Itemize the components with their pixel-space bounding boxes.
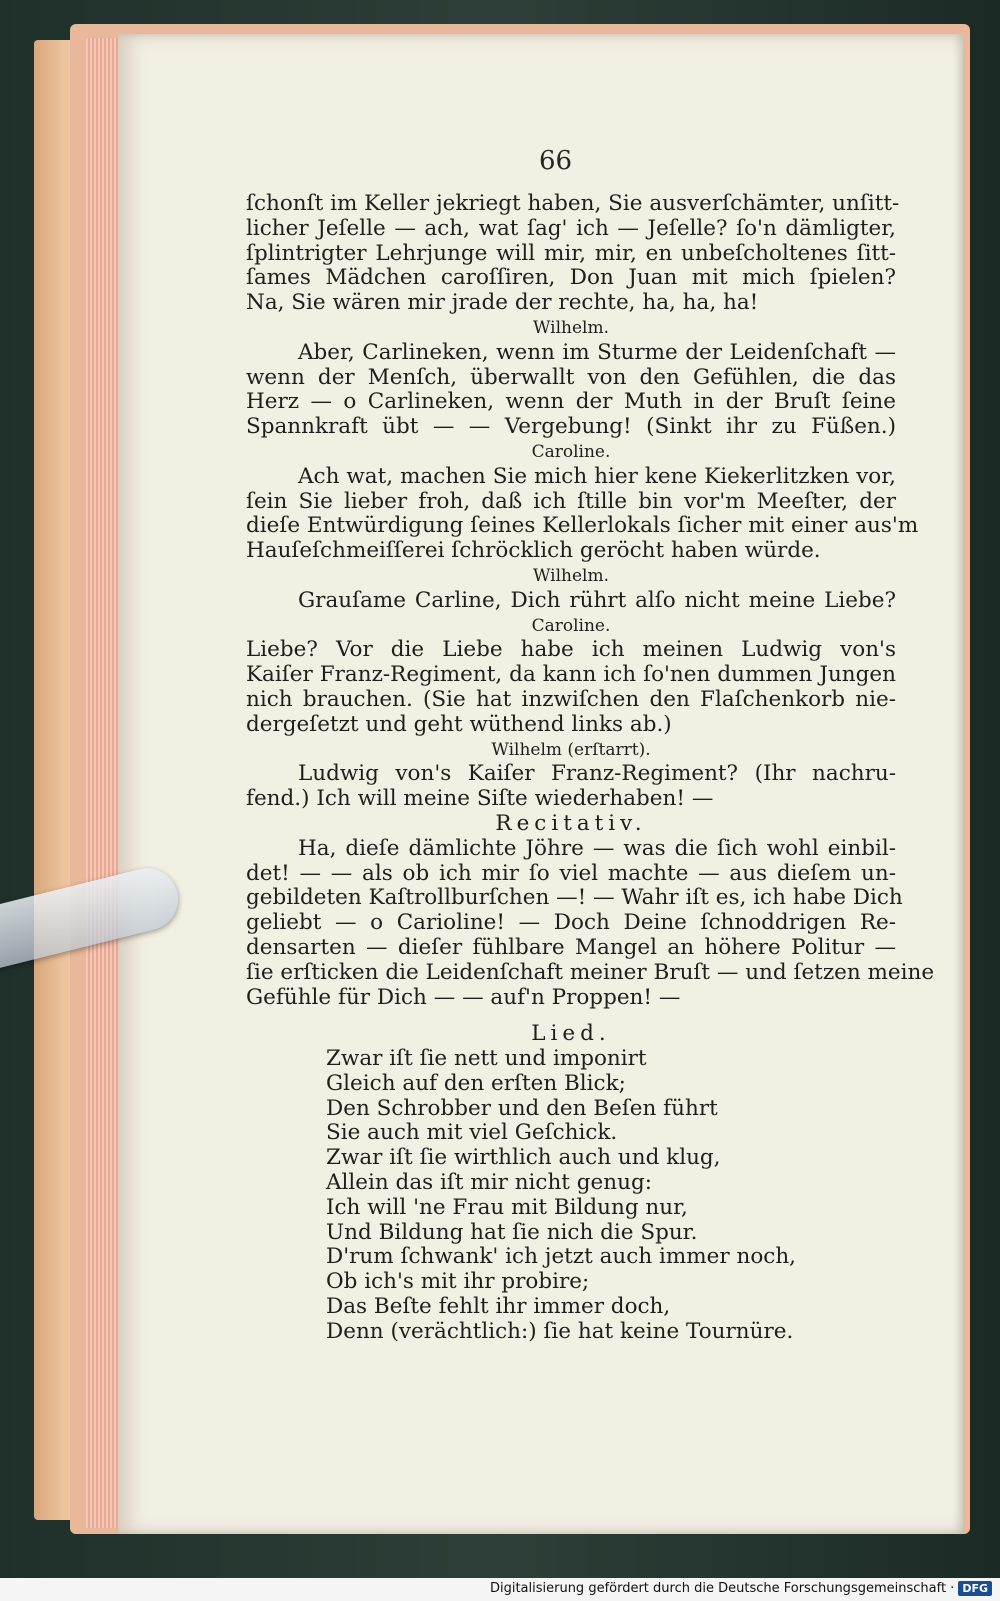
text-line: ſchonſt im Keller jekriegt haben, Sie ausverſchämter, unſitt-	[246, 191, 900, 216]
text-line: Kaiſer Franz-Regiment, da kann ich ſo'nen dummen Jungen	[246, 662, 896, 688]
text-line: ſein Sie lieber froh, daß ich ſtille bin vor'm Meeſter, der	[246, 488, 896, 514]
speaker-label: Caroline.	[531, 615, 611, 636]
text-line: Ludwig von's Kaiſer Franz-Regiment? (Ihr nachru-	[298, 761, 896, 787]
text-line: ſie erſticken die Leidenſchaft meiner Bruſt — und ſetzen meine	[246, 959, 935, 985]
text-line: Aber, Carlineken, wenn im Sturme der Leidenſchaft —	[298, 339, 896, 365]
dfg-logo: DFG	[958, 1581, 992, 1596]
verse-line: Denn (verächtlich:) ſie hat keine Tournüre.	[326, 1318, 794, 1344]
verse-line: D'rum ſchwank' ich jetzt auch immer noch,	[326, 1244, 796, 1270]
book-page	[118, 34, 963, 1534]
verse-line: Ich will 'ne Frau mit Bildung nur,	[326, 1194, 688, 1220]
text-line: Grauſame Carline, Dich rührt alſo nicht meine Liebe?	[298, 587, 896, 613]
text-line: densarten — dieſer fühlbare Mangel an höhere Politur —	[246, 934, 896, 960]
verse-line: Zwar iſt ſie nett und imponirt	[326, 1046, 647, 1072]
verse-line: Den Schrobber und den Beſen führt	[326, 1095, 718, 1121]
speaker-label: Wilhelm.	[532, 565, 610, 586]
verse-line: Zwar iſt ſie wirthlich auch und klug,	[326, 1145, 721, 1171]
text-line: Na, Sie wären mir jrade der rechte, ha, ha, ha!	[246, 290, 759, 316]
text-line: det! — — als ob ich mir ſo viel machte — aus dieſem un-	[246, 860, 896, 886]
text-line: licher Jeſelle — ach, wat ſag' ich — Jeſelle? ſo'n dämligter,	[246, 215, 896, 241]
text-line: ſames Mädchen caroſſiren, Don Juan mit mich ſpielen?	[246, 265, 896, 291]
verse-line: Und Bildung hat ſie nich die Spur.	[326, 1219, 698, 1245]
speaker-label: Wilhelm.	[532, 317, 610, 338]
verse-line: Sie auch mit viel Geſchick.	[326, 1120, 618, 1146]
text-line: Ach wat, machen Sie mich hier kene Kiekerlitzken vor,	[298, 463, 896, 489]
speaker-label: Wilhelm (erſtarrt).	[491, 739, 651, 760]
funding-text: Digitalisierung gefördert durch die Deutsche Forschungsgemeinschaft ·	[489, 1581, 955, 1596]
speaker-label: Caroline.	[531, 441, 611, 462]
page-text	[246, 191, 935, 1345]
verse-line: Gleich auf den erſten Blick;	[326, 1070, 626, 1096]
text-line: dieſe Entwürdigung ſeines Kellerlokals ſicher mit einer aus'm	[246, 513, 919, 539]
verse-line: Das Beſte fehlt ihr immer doch,	[326, 1294, 671, 1320]
text-line: Hauſeſchmeiſſerei ſchröcklich geröcht haben würde.	[246, 538, 821, 564]
recitativ-heading: Recitativ.	[495, 810, 647, 836]
verse-line: Allein das iſt mir nicht genug:	[326, 1170, 652, 1196]
text-line: Gefühle für Dich — — auf'n Proppen! —	[246, 984, 681, 1010]
funding-credit	[490, 1581, 992, 1596]
text-line: fend.) Ich will meine Siſte wiederhaben! —	[246, 786, 714, 812]
text-line: Ha, dieſe dämlichte Jöhre — was die ſich wohl einbil-	[298, 835, 896, 861]
text-line: dergeſetzt und geht wüthend links ab.)	[246, 711, 672, 737]
text-line: Herz — o Carlineken, wenn der Muth in der Bruſt ſeine	[246, 389, 896, 415]
text-line: geliebt — o Carioline! — Doch Deine ſchnoddrigen Re-	[246, 910, 896, 936]
verse-line: Ob ich's mit ihr probire;	[326, 1269, 590, 1295]
text-line: nich brauchen. (Sie hat inzwiſchen den Flaſchenkorb nie-	[246, 686, 896, 712]
text-line: ſplintrigter Lehrjunge will mir, mir, en unbeſcholtenes ſitt-	[246, 240, 896, 266]
text-line: Spannkraft übt — — Vergebung! (Sinkt ihr zu Füßen.)	[246, 414, 896, 440]
page-number: 66	[538, 146, 573, 176]
text-line: gebildeten Kaſtrollburſchen —! — Wahr iſt es, ich habe Dich	[246, 885, 903, 911]
text-line: wenn der Menſch, überwallt von den Gefühlen, die das	[246, 364, 896, 390]
lied-heading: Lied.	[531, 1021, 611, 1047]
text-line: Liebe? Vor die Liebe habe ich meinen Ludwig von's	[246, 637, 896, 663]
